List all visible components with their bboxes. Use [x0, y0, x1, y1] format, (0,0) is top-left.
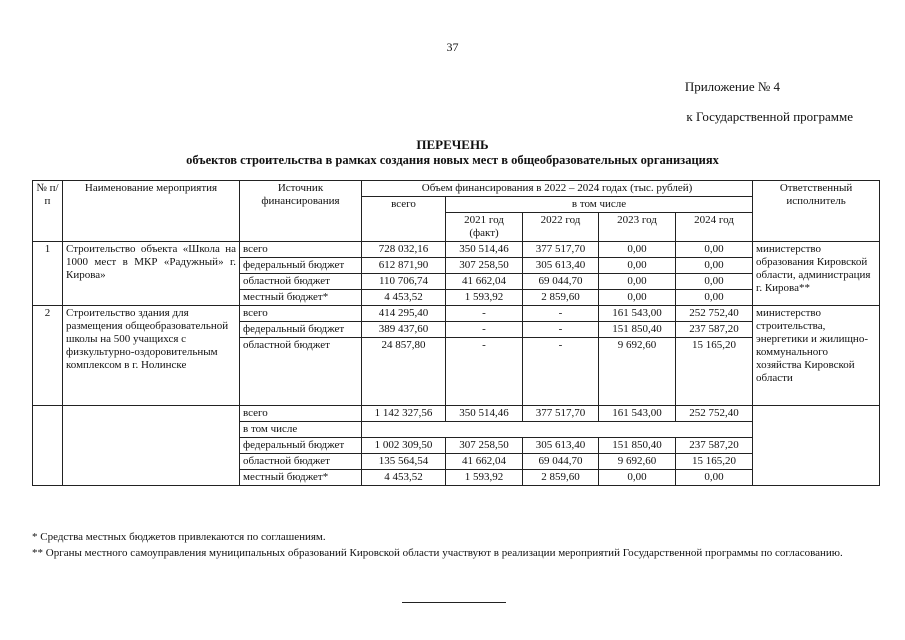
table-row	[33, 306, 880, 322]
y2024-cell: 15 165,20	[676, 454, 753, 470]
y2021-cell: -	[446, 306, 523, 322]
y2023-cell: 161 543,00	[599, 306, 676, 322]
y2022-cell: 69 044,70	[523, 454, 599, 470]
header-volume: Объем финансирования в 2022 – 2024 годах (тыс. рублей)	[362, 181, 753, 197]
total-cell: 389 437,60	[362, 322, 446, 338]
source-cell: федеральный бюджет	[240, 258, 362, 274]
source-cell: в том числе	[240, 422, 362, 438]
y2021-cell: 307 258,50	[446, 438, 523, 454]
responsible-cell: министерство строительства, энергетики и жилищно-коммунального хозяйства Кировской области	[753, 306, 880, 406]
totals-including-empty	[362, 422, 753, 438]
project-name: Строительство здания для размещения общеобразовательной школы на 500 учащихся с физкультурно-оздоровительным комплексом в г. Нолинске	[63, 306, 240, 406]
y2023-cell: 151 850,40	[599, 438, 676, 454]
header-year-2021: 2021 год (факт)	[446, 213, 523, 242]
y2023-cell: 9 692,60	[599, 338, 676, 406]
totals-name-empty	[63, 406, 240, 486]
y2023-cell: 9 692,60	[599, 454, 676, 470]
source-cell: областной бюджет	[240, 454, 362, 470]
document-subtitle: объектов строительства в рамках создания новых мест в общеобразовательных организациях	[186, 153, 719, 167]
totals-responsible-empty	[753, 406, 880, 486]
footnote-local-budgets: * Средства местных бюджетов привлекаются по соглашениям.	[32, 531, 326, 543]
y2021-cell: 350 514,46	[446, 406, 523, 422]
totals-row	[33, 406, 880, 422]
y2024-cell: 237 587,20	[676, 438, 753, 454]
source-cell: местный бюджет*	[240, 470, 362, 486]
source-cell: местный бюджет*	[240, 290, 362, 306]
financing-table	[32, 180, 880, 486]
y2021-cell: 41 662,04	[446, 454, 523, 470]
y2023-cell: 0,00	[599, 290, 676, 306]
y2021-cell: 1 593,92	[446, 470, 523, 486]
header-number: № п/п	[33, 181, 63, 242]
closing-rule	[402, 602, 506, 603]
appendix-reference: к Государственной программе	[686, 109, 853, 124]
header-year-2023: 2023 год	[599, 213, 676, 242]
header-name: Наименование мероприятия	[63, 181, 240, 242]
y2022-cell: 305 613,40	[523, 438, 599, 454]
y2022-cell: -	[523, 306, 599, 322]
y2022-cell: -	[523, 338, 599, 406]
y2022-cell: 377 517,70	[523, 406, 599, 422]
y2021-cell: -	[446, 338, 523, 406]
total-cell: 24 857,80	[362, 338, 446, 406]
y2023-cell: 161 543,00	[599, 406, 676, 422]
total-cell: 728 032,16	[362, 242, 446, 258]
y2022-cell: 377 517,70	[523, 242, 599, 258]
total-cell: 612 871,90	[362, 258, 446, 274]
y2023-cell: 0,00	[599, 258, 676, 274]
footnote-municipal-bodies: ** Органы местного самоуправления муниципальных образований Кировской области участвуют в реализации мероприятий Государственной программы по согласованию.	[32, 547, 843, 559]
y2023-cell: 0,00	[599, 470, 676, 486]
source-cell: всего	[240, 242, 362, 258]
project-number: 2	[33, 306, 63, 406]
y2024-cell: 0,00	[676, 242, 753, 258]
source-cell: всего	[240, 406, 362, 422]
y2021-cell: -	[446, 322, 523, 338]
y2023-cell: 151 850,40	[599, 322, 676, 338]
y2021-cell: 350 514,46	[446, 242, 523, 258]
y2024-cell: 15 165,20	[676, 338, 753, 406]
y2021-cell: 41 662,04	[446, 274, 523, 290]
source-cell: областной бюджет	[240, 338, 362, 406]
total-cell: 1 142 327,56	[362, 406, 446, 422]
header-source: Источник финансирования	[240, 181, 362, 242]
header-row-1	[33, 181, 880, 197]
y2024-cell: 0,00	[676, 290, 753, 306]
totals-number-empty	[33, 406, 63, 486]
y2024-cell: 252 752,40	[676, 306, 753, 322]
y2022-cell: 69 044,70	[523, 274, 599, 290]
total-cell: 110 706,74	[362, 274, 446, 290]
source-cell: областной бюджет	[240, 274, 362, 290]
header-year-2022: 2022 год	[523, 213, 599, 242]
appendix-number: Приложение № 4	[684, 79, 780, 94]
y2023-cell: 0,00	[599, 274, 676, 290]
y2022-cell: 305 613,40	[523, 258, 599, 274]
y2022-cell: -	[523, 322, 599, 338]
responsible-cell: министерство образования Кировской области, администрация г. Кирова**	[753, 242, 880, 306]
total-cell: 4 453,52	[362, 470, 446, 486]
y2021-cell: 307 258,50	[446, 258, 523, 274]
y2021-cell: 1 593,92	[446, 290, 523, 306]
source-cell: федеральный бюджет	[240, 438, 362, 454]
header-year-2024: 2024 год	[676, 213, 753, 242]
y2022-cell: 2 859,60	[523, 290, 599, 306]
y2024-cell: 0,00	[676, 470, 753, 486]
y2024-cell: 0,00	[676, 274, 753, 290]
y2022-cell: 2 859,60	[523, 470, 599, 486]
total-cell: 1 002 309,50	[362, 438, 446, 454]
total-cell: 4 453,52	[362, 290, 446, 306]
page-number: 37	[446, 40, 459, 54]
y2023-cell: 0,00	[599, 242, 676, 258]
source-cell: всего	[240, 306, 362, 322]
y2024-cell: 252 752,40	[676, 406, 753, 422]
table-row	[33, 242, 880, 258]
source-cell: федеральный бюджет	[240, 322, 362, 338]
project-name: Строительство объекта «Школа на 1000 мест в МКР «Радужный» г. Кирова»	[63, 242, 240, 306]
y2024-cell: 237 587,20	[676, 322, 753, 338]
total-cell: 135 564,54	[362, 454, 446, 470]
project-number: 1	[33, 242, 63, 306]
document-title: ПЕРЕЧЕНЬ	[416, 137, 489, 152]
header-responsible: Ответственный исполнитель	[753, 181, 880, 242]
header-including: в том числе	[446, 197, 753, 213]
total-cell: 414 295,40	[362, 306, 446, 322]
y2024-cell: 0,00	[676, 258, 753, 274]
header-total: всего	[362, 197, 446, 242]
